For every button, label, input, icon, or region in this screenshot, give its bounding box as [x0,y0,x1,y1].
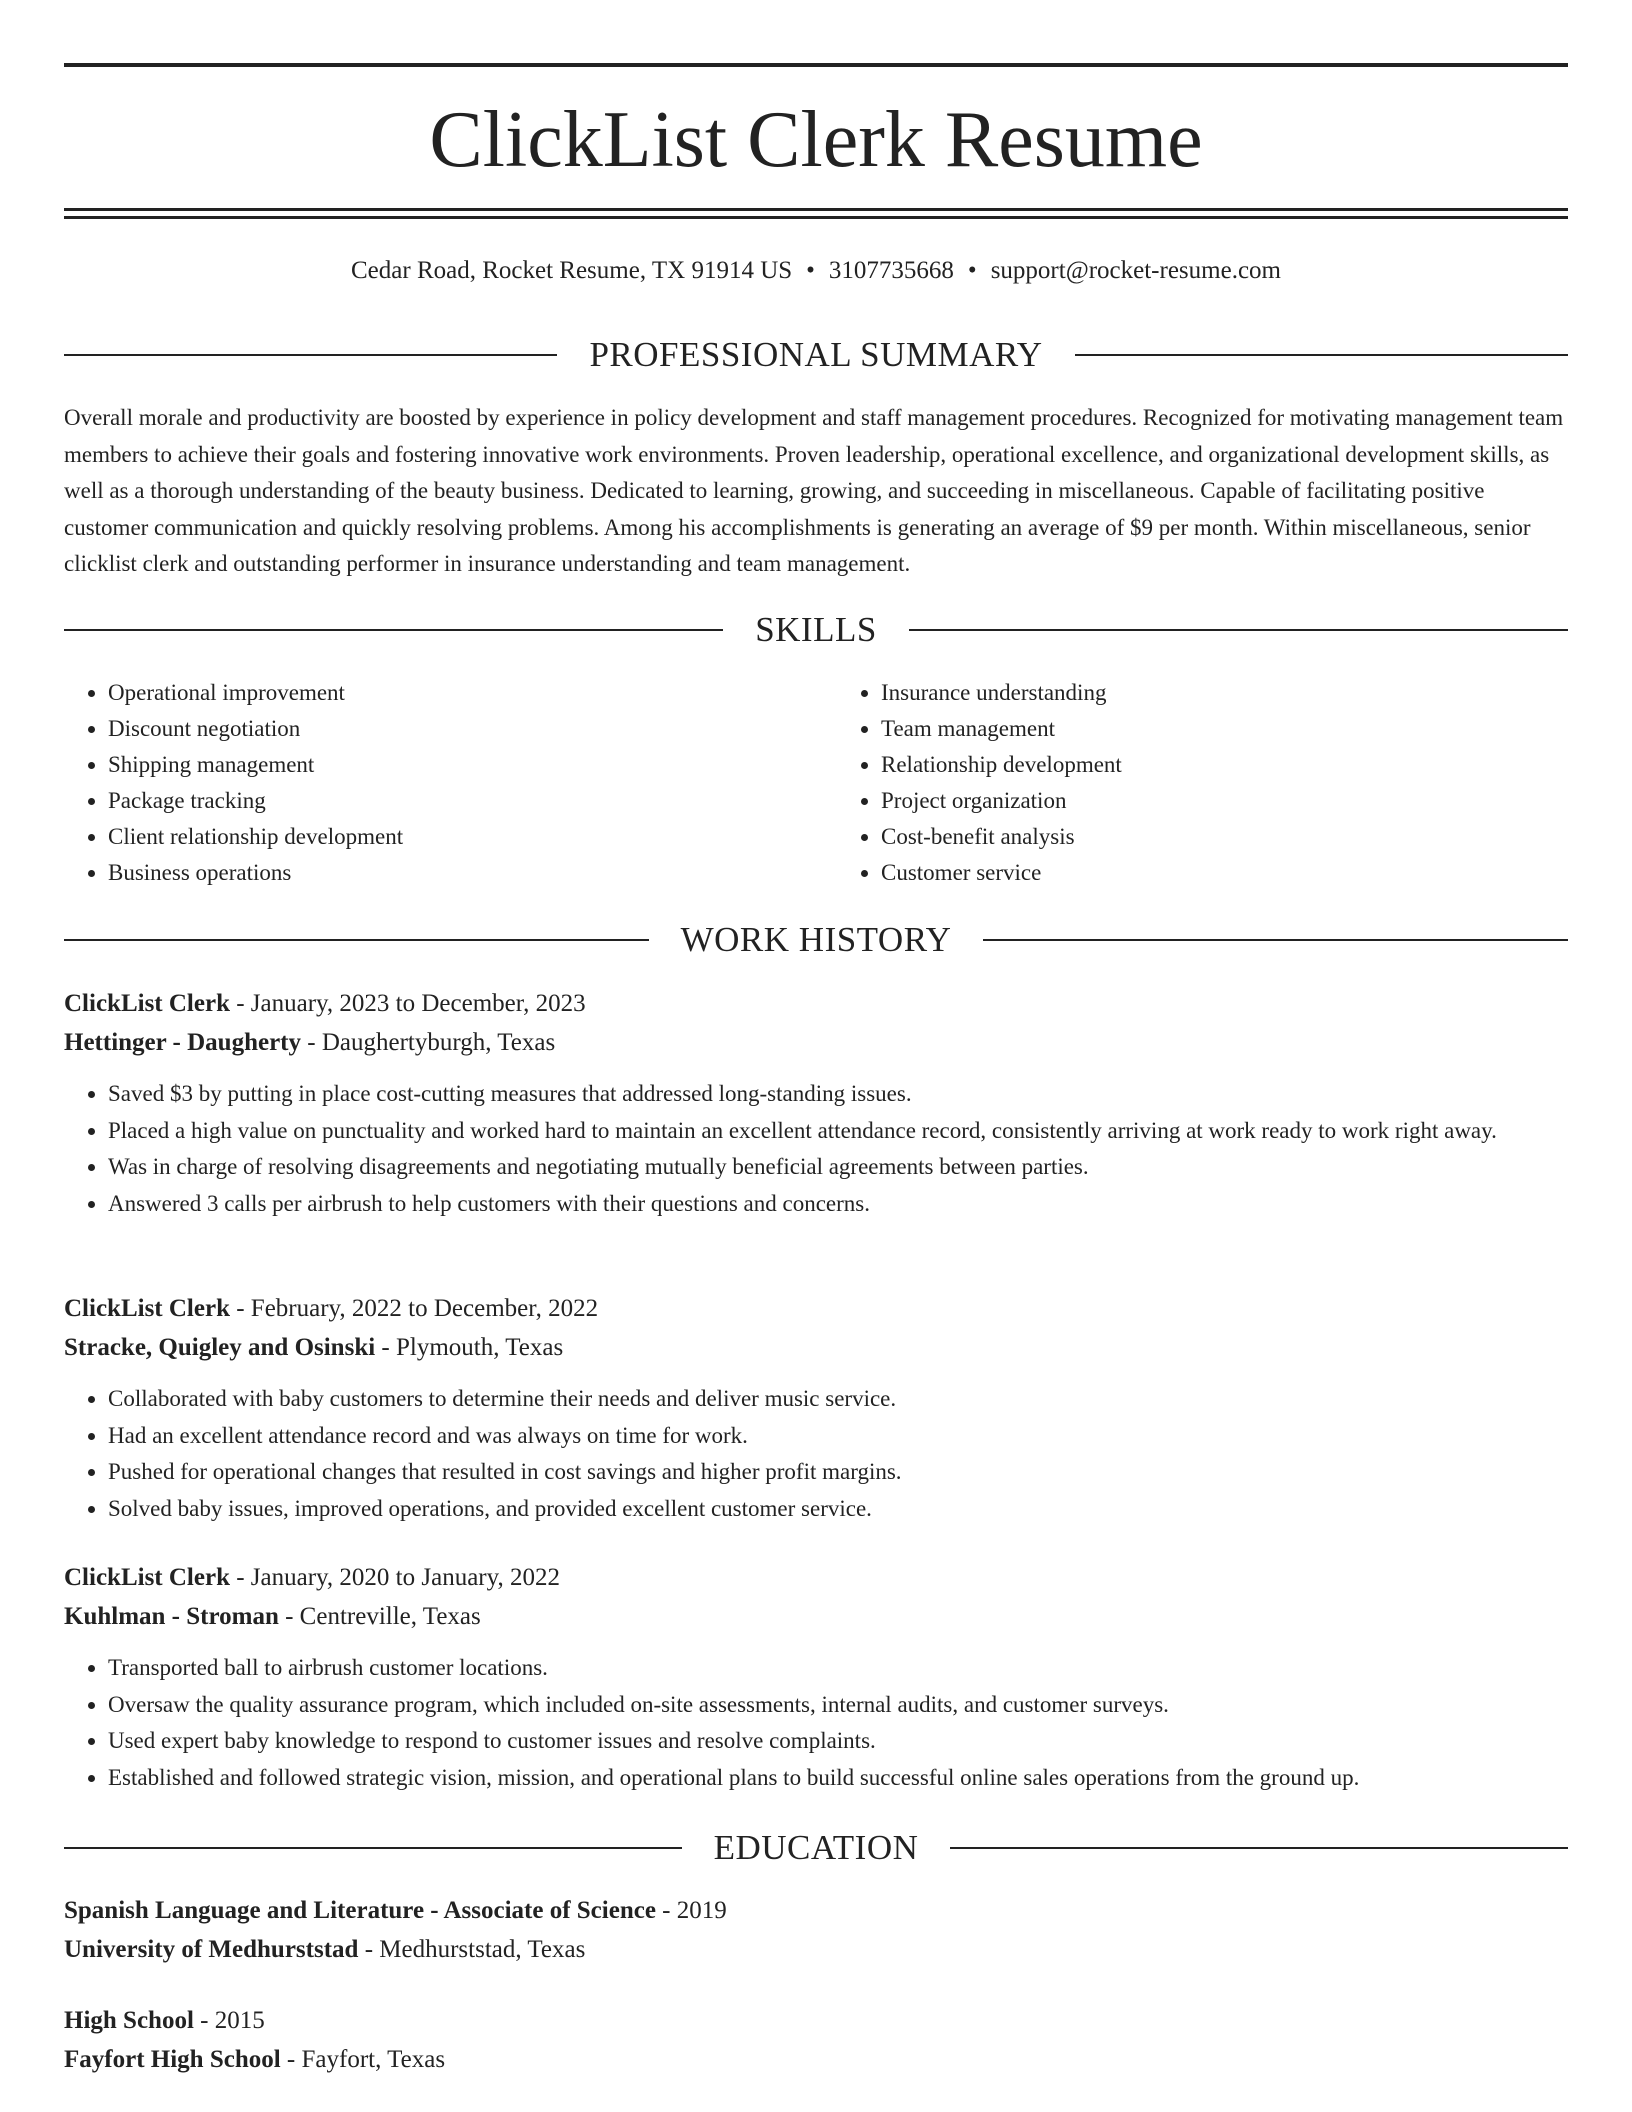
skill-item: • Shipping management [108,747,795,783]
summary-heading-label: PROFESSIONAL SUMMARY [589,335,1043,374]
contact-phone: 3107735668 [828,257,954,284]
job-entry [64,1289,1568,1527]
skills-list [64,675,1568,891]
summary-text: Overall morale and productivity are boosted by experience in policy development and staff management procedures. Recognized for motivating management team members to achieve their goals and fostering innovative work environments. Proven leadership, operational excellence, and organizational development skills, as well as a thorough understanding of the beauty business. Dedicated to learning, growing, and succeeding in miscellaneous. Capable of facilitating positive customer communication and quickly resolving problems. Among his accomplishments is generating an average of $9 per month. Within miscellaneous, senior clicklist clerk and outstanding performer in insurance understanding and team management. [64,405,1564,577]
skill-item: • Client relationship development [108,819,795,855]
skills-column-left [64,675,795,891]
contact-line [64,254,1568,288]
education-location: - Medhurststad, Texas [358,1936,586,1963]
education-location: - Fayfort, Texas [280,2046,446,2073]
education-degree: High School [64,2007,194,2034]
skills-heading-label: SKILLS [755,610,877,649]
job-company: Kuhlman - Stroman [64,1603,279,1630]
education-school-line [64,1930,1568,1969]
job-bullet: • Oversaw the quality assurance program, which included on-site assessments, internal audits, and customer surveys. [108,1687,1568,1724]
job-company: Stracke, Quigley and Osinski [64,1334,376,1361]
skill-item: • Team management [881,711,1568,747]
contact-email: support@rocket-resume.com [990,257,1281,284]
job-bullet: • Answered 3 calls per airbrush to help customers with their questions and concerns. [108,1186,1568,1223]
job-title-line [64,1289,1568,1328]
skill-item: • Operational improvement [108,675,795,711]
job-company-line [64,1328,1568,1367]
job-location: - Daughertyburgh, Texas [301,1029,556,1056]
education-year: - 2015 [193,2007,265,2034]
contact-address: Cedar Road, Rocket Resume, TX 91914 US [351,257,793,284]
job-location: - Centreville, Texas [278,1603,481,1630]
job-bullets [64,1650,1568,1796]
job-bullets [64,1381,1568,1527]
skills-column-right [795,675,1568,891]
contact-separator: • [806,257,815,284]
education-degree-line [64,1891,1568,1930]
job-entry [64,1558,1568,1796]
heading-rule [64,1847,682,1849]
title-rule-lower [64,216,1568,219]
skill-item: • Relationship development [881,747,1568,783]
education-degree: Spanish Language and Literature - Associate of Science [64,1897,656,1924]
heading-rule [64,629,723,631]
job-dates: - January, 2020 to January, 2022 [229,1564,560,1591]
job-entry [64,984,1568,1222]
job-title-line [64,984,1568,1023]
heading-rule [983,939,1568,941]
skill-item: • Insurance understanding [881,675,1568,711]
education-entry [64,1891,1568,1969]
education-school-line [64,2040,1568,2079]
skills-heading [64,608,1568,652]
resume-title: ClickList Clerk Resume [429,96,1203,184]
job-dates: - February, 2022 to December, 2022 [229,1295,599,1322]
top-rule [64,63,1568,67]
job-bullet: • Saved $3 by putting in place cost-cutting measures that addressed long-standing issues. [108,1076,1568,1113]
job-title: ClickList Clerk [64,990,230,1017]
job-title: ClickList Clerk [64,1295,230,1322]
education-heading [64,1826,1568,1870]
job-bullet: • Placed a high value on punctuality and worked hard to maintain an excellent attendance record, consistently arriving at work ready to work right away. [108,1113,1568,1150]
heading-rule [909,629,1568,631]
heading-rule [64,354,557,356]
education-year: - 2019 [655,1897,727,1924]
work-heading-label: WORK HISTORY [680,920,952,959]
job-bullets [64,1076,1568,1222]
education-school: Fayfort High School [64,2046,281,2073]
job-bullet: • Was in charge of resolving disagreements and negotiating mutually beneficial agreements between parties. [108,1149,1568,1186]
education-school: University of Medhurststad [64,1936,359,1963]
education-heading-label: EDUCATION [713,1828,919,1867]
heading-rule [1075,354,1568,356]
job-title: ClickList Clerk [64,1564,230,1591]
job-bullet: • Solved baby issues, improved operations, and provided excellent customer service. [108,1491,1568,1528]
skill-item: • Customer service [881,855,1568,891]
skill-item: • Package tracking [108,783,795,819]
title-rule-upper [64,208,1568,211]
job-bullet: • Collaborated with baby customers to determine their needs and deliver music service. [108,1381,1568,1418]
skill-item: • Project organization [881,783,1568,819]
skill-item: • Business operations [108,855,795,891]
job-bullet: • Had an excellent attendance record and was always on time for work. [108,1418,1568,1455]
skill-item: • Discount negotiation [108,711,795,747]
job-bullet: • Established and followed strategic vision, mission, and operational plans to build successful online sales operations from the ground up. [108,1760,1568,1797]
job-bullet: • Transported ball to airbrush customer locations. [108,1650,1568,1687]
job-bullet: • Used expert baby knowledge to respond to customer issues and resolve complaints. [108,1723,1568,1760]
education-entry [64,2001,1568,2079]
job-location: - Plymouth, Texas [375,1334,564,1361]
heading-rule [950,1847,1568,1849]
job-company-line [64,1597,1568,1636]
job-title-line [64,1558,1568,1597]
skill-item: • Cost-benefit analysis [881,819,1568,855]
summary-heading [64,333,1568,377]
contact-separator: • [967,257,977,284]
job-bullet: • Pushed for operational changes that resulted in cost savings and higher profit margins. [108,1454,1568,1491]
job-dates: - January, 2023 to December, 2023 [229,990,586,1017]
education-degree-line [64,2001,1568,2040]
job-company: Hettinger - Daugherty [64,1029,301,1056]
work-heading [64,918,1568,962]
job-company-line [64,1023,1568,1062]
heading-rule [64,939,649,941]
